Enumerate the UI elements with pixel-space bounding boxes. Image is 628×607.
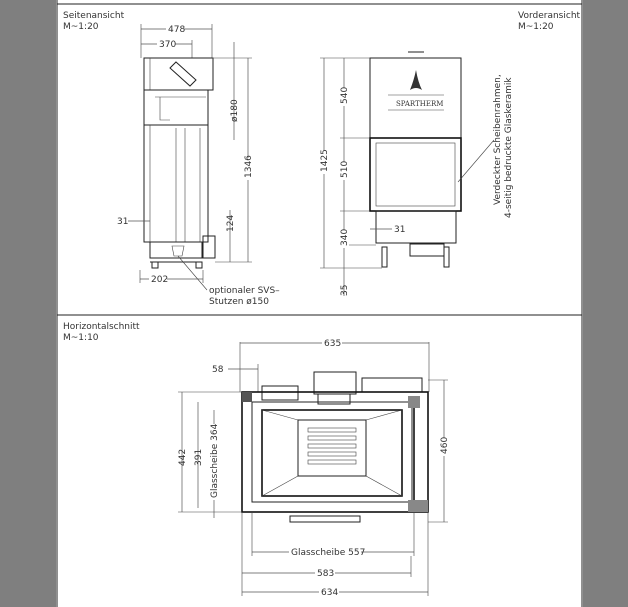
dim-side-flue-diameter: ø180: [230, 99, 240, 122]
side-view-scale: M~1:20: [63, 22, 99, 32]
dim-front-base-height: 340: [340, 228, 350, 246]
svs-socket: [172, 246, 184, 256]
rear-left-box: [262, 386, 298, 400]
front-glass-door: [370, 138, 461, 211]
side-base: [150, 242, 202, 258]
front-ash-drawer: [410, 244, 444, 256]
front-note-line2: 4-seitig bedruckte Glaskeramik: [504, 77, 514, 218]
dim-side-offset: 31: [117, 217, 129, 227]
side-view-title: Seitenansicht: [63, 11, 125, 21]
note-leader: [178, 256, 207, 290]
front-top-hood: [370, 58, 461, 138]
section-view: [63, 322, 450, 598]
side-note-line1: optionaler SVS–: [209, 286, 280, 296]
dim-side-depth-top: 370: [159, 40, 177, 50]
corner-post: [408, 500, 428, 512]
dim-section-offset-left: 58: [212, 365, 224, 375]
dim-section-width-top: 635: [324, 339, 342, 349]
note-leader: [458, 140, 494, 182]
corner-post: [242, 392, 252, 402]
liner-edge: [366, 410, 402, 420]
dim-section-inner-width: 583: [317, 569, 335, 579]
dim-front-total-height: 1425: [320, 149, 330, 172]
dim-section-depth-outer: 442: [178, 448, 188, 466]
liner-edge: [366, 476, 402, 496]
corner-post: [408, 396, 420, 408]
side-top-hood: [144, 58, 213, 90]
dim-section-glass-front: Glasscheibe 557: [291, 548, 366, 558]
liner-edge: [262, 410, 298, 420]
front-handle: [290, 516, 360, 522]
rear-convection-box: [362, 378, 422, 392]
side-upper-body: [144, 90, 208, 125]
side-connector: [203, 236, 215, 258]
section-view-title: Horizontalschnitt: [63, 322, 140, 332]
dim-front-door-height: 510: [340, 160, 350, 178]
side-foot-back: [196, 262, 202, 268]
dim-section-depth-glass: 391: [194, 448, 204, 466]
dim-front-feet-height: 35: [340, 284, 350, 296]
dim-section-width-bottom: 634: [321, 588, 339, 598]
dim-front-top-height: 540: [340, 86, 350, 104]
brand-name: SPARTHERM: [396, 100, 444, 108]
dim-side-depth-total: 478: [168, 25, 186, 35]
front-base: [376, 211, 456, 243]
dim-front-side-offset: 31: [394, 225, 406, 235]
dim-section-depth-right: 460: [440, 436, 450, 454]
dim-section-glass-side: Glasscheibe 364: [210, 423, 220, 498]
flue-outline: [314, 372, 356, 394]
baffle-support: [160, 97, 170, 120]
dim-side-height: 1346: [244, 155, 254, 178]
front-glass: [376, 143, 455, 206]
front-note-line1: Verdeckter Scheibenrahmen,: [493, 74, 503, 205]
flue-damper: [170, 62, 196, 86]
front-view-title: Vorderansicht: [518, 11, 581, 21]
front-leg-left: [382, 247, 387, 267]
firebox-liner: [262, 410, 402, 496]
side-foot-front: [152, 262, 158, 268]
flame-logo-icon: [410, 70, 422, 90]
dim-side-foot-depth: 202: [151, 275, 169, 285]
front-leg-right: [444, 247, 449, 267]
section-view-scale: M~1:10: [63, 333, 99, 343]
front-view-scale: M~1:20: [518, 22, 554, 32]
dim-side-leg-height: 124: [226, 214, 236, 232]
side-note-line2: Stutzen ø150: [209, 297, 269, 307]
front-view: [319, 11, 581, 296]
liner-edge: [262, 476, 298, 496]
grate: [308, 428, 356, 464]
side-view: [63, 11, 280, 307]
